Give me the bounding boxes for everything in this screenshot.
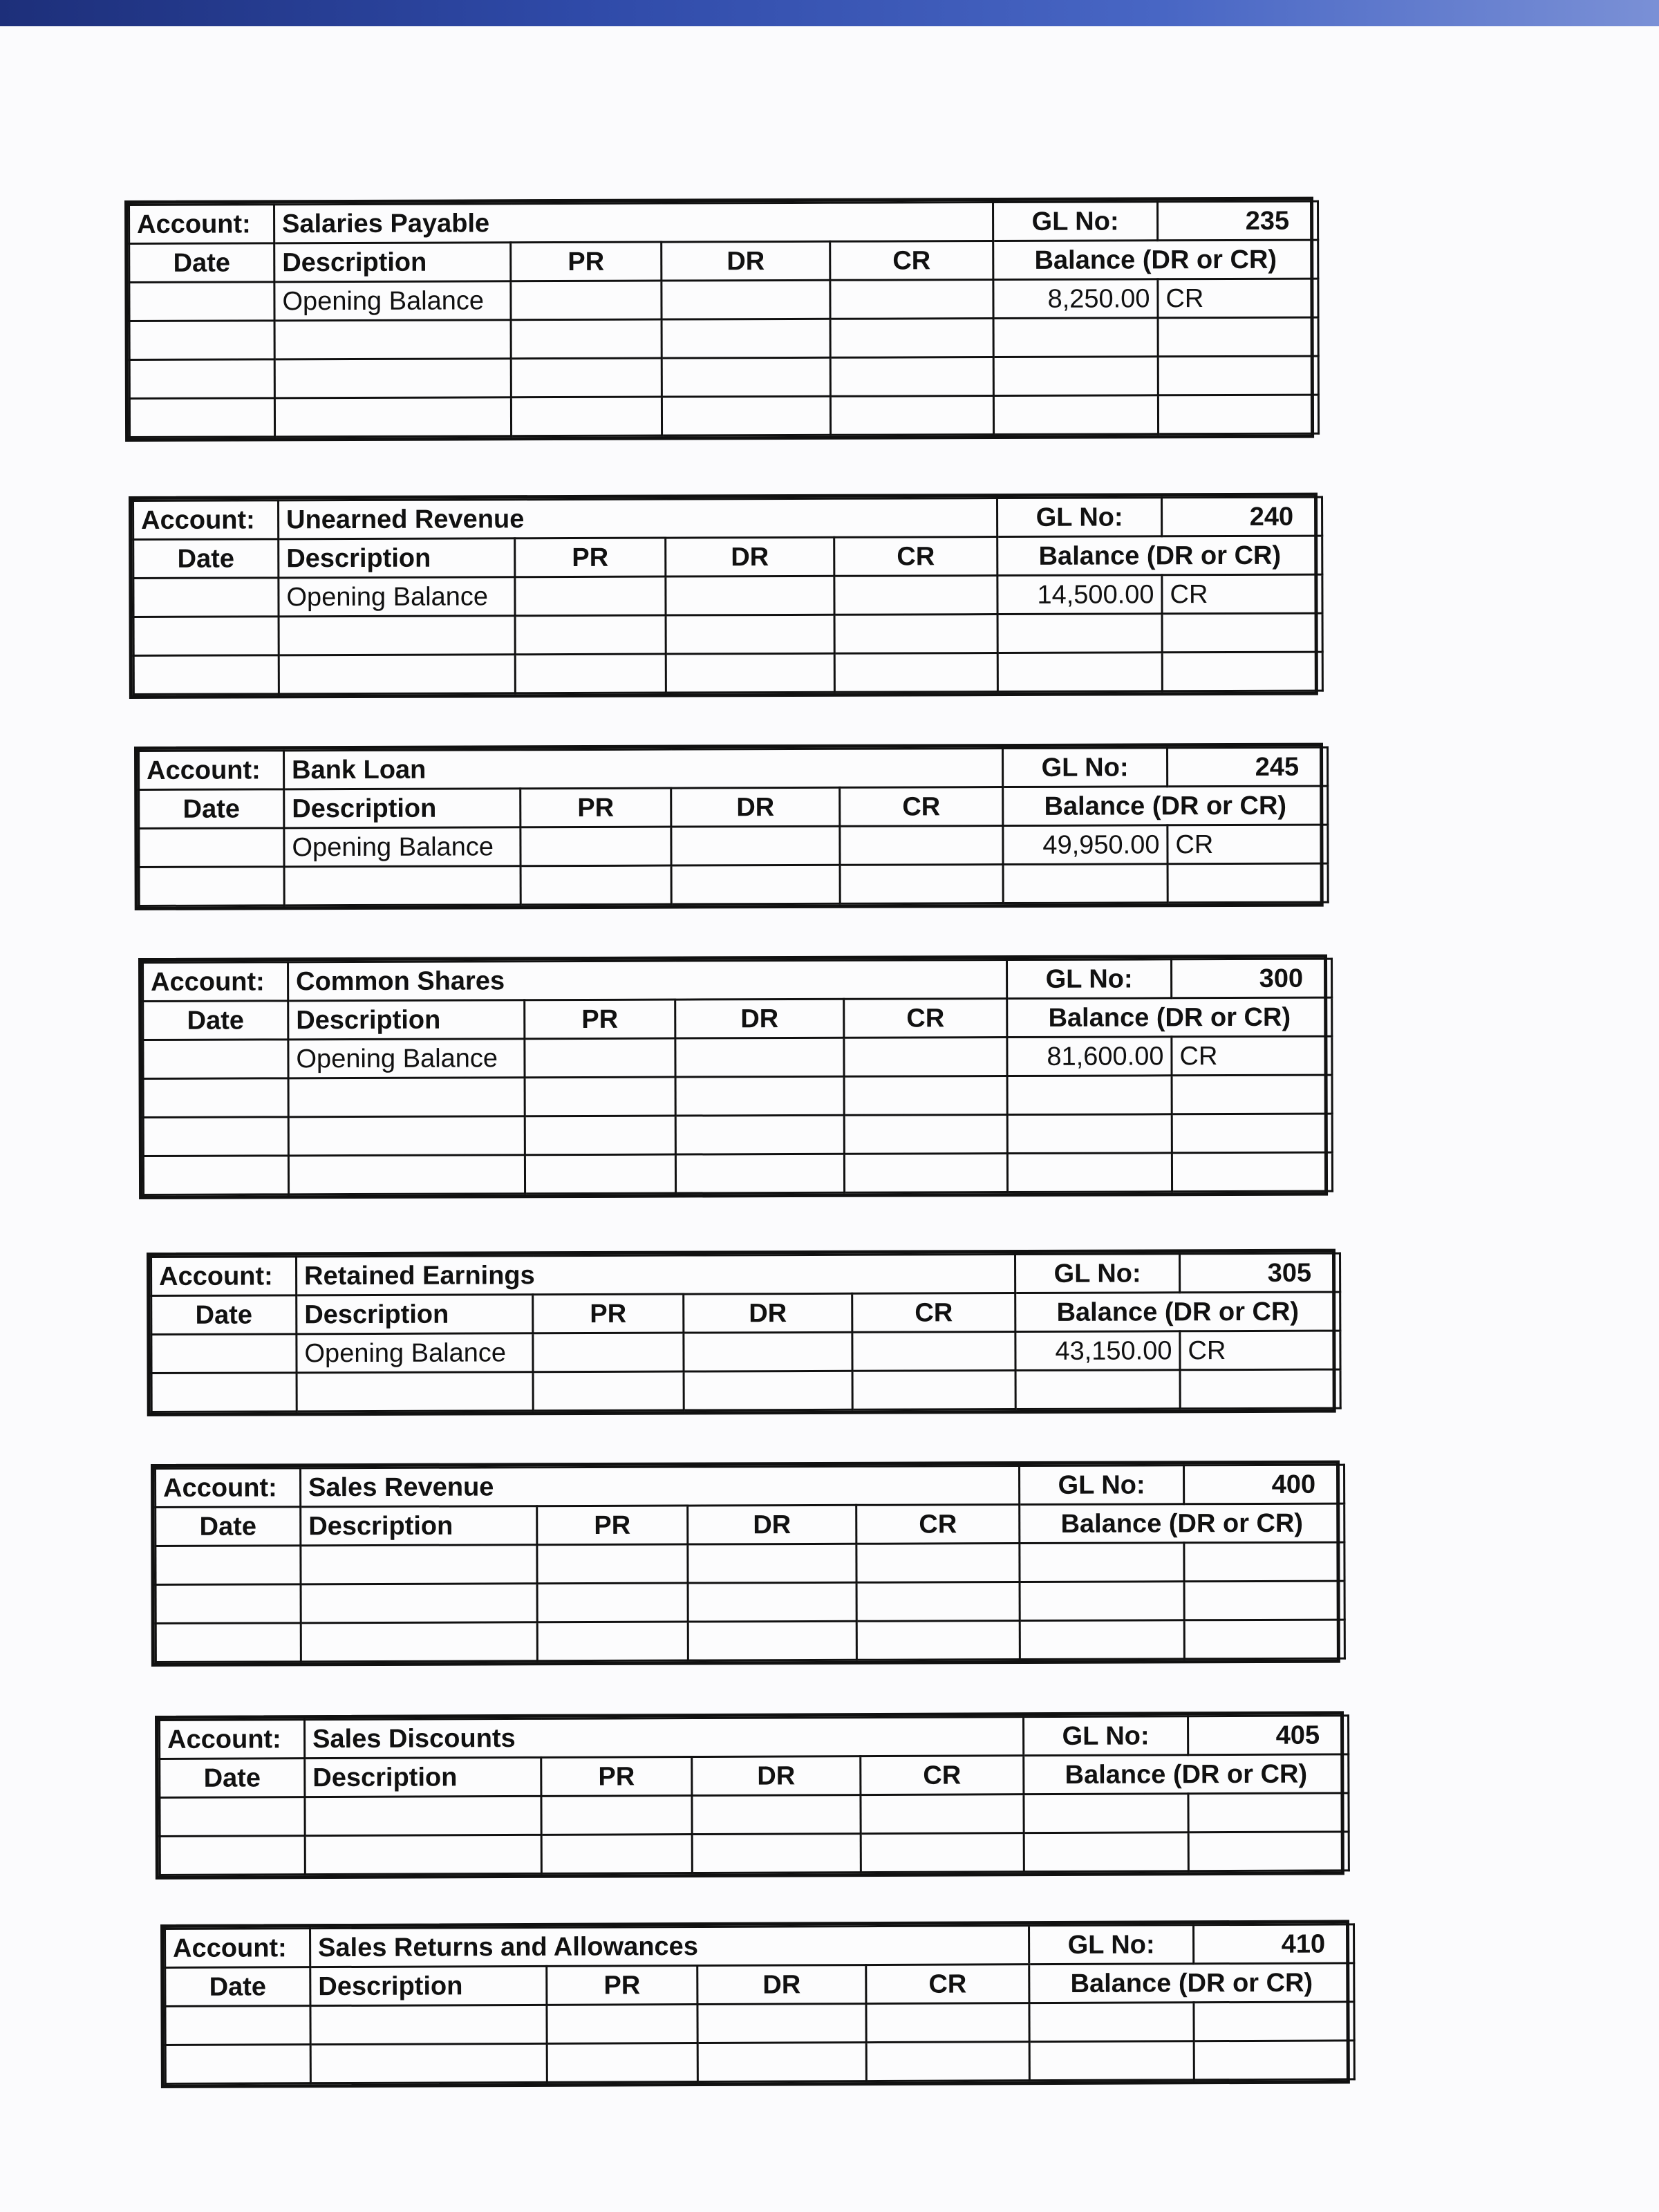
cr-cell[interactable] (844, 1154, 1007, 1193)
ledger-entry-row (129, 395, 1318, 437)
pr-cell[interactable] (515, 654, 666, 693)
dr-header: DR (692, 1756, 861, 1796)
account-name: Bank Loan (284, 749, 1003, 789)
description-cell[interactable] (279, 655, 515, 694)
dr-cell[interactable] (671, 865, 840, 904)
description-cell[interactable] (274, 359, 511, 398)
gl-number: 305 (1180, 1253, 1340, 1293)
dr-cell[interactable] (675, 1076, 844, 1116)
dr-cell[interactable] (662, 396, 830, 435)
balance-amount-cell[interactable] (1007, 1114, 1172, 1154)
balance-header: Balance (DR or CR) (997, 536, 1322, 575)
date-header: Date (139, 789, 284, 829)
ledger-table (142, 958, 1333, 1196)
balance-side-cell[interactable] (1158, 356, 1318, 395)
ledger-entry-row (156, 1542, 1344, 1584)
description-cell[interactable] (297, 1372, 533, 1412)
pr-cell[interactable] (515, 577, 666, 616)
cr-cell[interactable] (830, 357, 993, 397)
balance-header: Balance (DR or CR) (1007, 997, 1332, 1037)
ledger-entry-row (139, 863, 1328, 906)
dr-cell[interactable] (675, 1154, 844, 1193)
account-row (160, 1716, 1349, 1759)
balance-amount-cell[interactable] (997, 614, 1162, 653)
cr-cell[interactable] (861, 1833, 1024, 1873)
balance-amount-cell[interactable] (1024, 1833, 1188, 1872)
cr-cell[interactable] (866, 2003, 1029, 2043)
account-row (139, 747, 1328, 789)
cr-header: CR (840, 787, 1003, 827)
ledger-entry-row (151, 1369, 1340, 1412)
description-header: Description (279, 538, 515, 578)
ledger-table (150, 1253, 1342, 1413)
dr-cell[interactable] (688, 1544, 856, 1583)
description-cell[interactable] (274, 320, 511, 359)
gl-number: 400 (1184, 1465, 1344, 1504)
ledger-account-300 (138, 955, 1328, 1199)
gl-number: 245 (1168, 747, 1328, 787)
date-cell[interactable] (143, 1156, 288, 1195)
dr-cell[interactable] (662, 319, 830, 358)
ledger-account-305 (147, 1249, 1336, 1416)
ledger-account-240 (129, 493, 1318, 699)
cr-cell[interactable] (856, 1582, 1020, 1622)
account-name: Unearned Revenue (279, 498, 997, 539)
opening-balance-side: CR (1158, 279, 1318, 318)
description-cell[interactable] (274, 397, 511, 437)
ledger-table (164, 1923, 1356, 2085)
opening-description: Opening Balance (297, 1333, 533, 1373)
gl-number-label: GL No: (993, 202, 1158, 241)
description-header: Description (288, 1000, 525, 1040)
dr-header: DR (684, 1293, 852, 1333)
pr-header: PR (521, 788, 671, 827)
opening-balance-amount: 14,500.00 (997, 575, 1162, 615)
pr-header: PR (537, 1506, 688, 1545)
ledger-entry-row (129, 356, 1318, 398)
balance-header: Balance (DR or CR) (1024, 1754, 1349, 1794)
opening-balance-row (143, 1036, 1332, 1078)
ledger-account-245 (134, 743, 1324, 910)
column-header-row (151, 1292, 1340, 1334)
dr-cell[interactable] (684, 1332, 852, 1371)
date-header: Date (156, 1507, 301, 1546)
balance-amount-cell[interactable] (993, 395, 1158, 435)
date-cell[interactable] (160, 1797, 305, 1837)
balance-amount-cell[interactable] (1015, 1370, 1180, 1409)
ledger-entry-row (156, 1581, 1344, 1623)
account-row (129, 201, 1318, 243)
balance-amount-cell[interactable] (993, 357, 1158, 396)
date-cell[interactable] (156, 1546, 301, 1585)
dr-header: DR (666, 537, 834, 577)
cr-cell[interactable] (844, 1038, 1007, 1077)
date-cell[interactable] (143, 1078, 288, 1118)
gl-number-label: GL No: (1029, 1925, 1194, 1965)
ledger-table (132, 496, 1324, 695)
date-cell[interactable] (133, 617, 279, 656)
date-cell[interactable] (139, 828, 284, 868)
opening-description: Opening Balance (284, 827, 521, 867)
opening-balance-side: CR (1180, 1331, 1340, 1370)
cr-cell[interactable] (866, 2042, 1029, 2081)
balance-header: Balance (DR or CR) (993, 240, 1318, 279)
ledger-account-235 (124, 197, 1314, 442)
pr-header: PR (547, 1966, 697, 2005)
gl-number-label: GL No: (1015, 1254, 1180, 1293)
dr-cell[interactable] (666, 653, 834, 693)
description-header: Description (297, 1295, 533, 1334)
pr-cell[interactable] (533, 1333, 684, 1372)
dr-header: DR (675, 999, 844, 1038)
description-cell[interactable] (288, 1116, 525, 1156)
account-label: Account: (139, 751, 284, 790)
balance-side-cell[interactable] (1162, 652, 1322, 691)
ledger-account-410 (160, 1920, 1350, 2088)
pr-cell[interactable] (547, 2043, 697, 2083)
pr-header: PR (541, 1757, 692, 1797)
balance-amount-cell[interactable] (1029, 2041, 1194, 2081)
date-cell[interactable] (156, 1584, 301, 1624)
dr-cell[interactable] (666, 615, 834, 654)
ledger-table (154, 1464, 1346, 1663)
date-cell[interactable] (129, 282, 274, 321)
gl-number: 405 (1188, 1716, 1349, 1755)
ledger-entry-row (160, 1793, 1349, 1837)
balance-amount-cell[interactable] (1024, 1794, 1188, 1833)
dr-cell[interactable] (662, 357, 830, 397)
ledger-account-405 (155, 1711, 1344, 1880)
ledger-table (138, 747, 1329, 907)
dr-cell[interactable] (671, 826, 840, 865)
opening-balance-row (151, 1331, 1340, 1373)
date-cell[interactable] (151, 1373, 297, 1412)
ledger-table (158, 1714, 1350, 1876)
balance-amount-cell[interactable] (997, 653, 1162, 692)
cr-header: CR (844, 999, 1007, 1038)
opening-balance-side: CR (1168, 825, 1328, 864)
cr-cell[interactable] (830, 396, 993, 435)
dr-cell[interactable] (662, 280, 830, 319)
balance-side-cell[interactable] (1184, 1581, 1344, 1620)
description-header: Description (301, 1506, 537, 1546)
pr-cell[interactable] (521, 865, 671, 905)
pr-cell[interactable] (511, 358, 662, 397)
description-header: Description (284, 789, 521, 828)
cr-cell[interactable] (840, 865, 1003, 904)
date-header: Date (143, 1001, 288, 1040)
ledger-entry-row (160, 1832, 1349, 1875)
pr-cell[interactable] (521, 827, 671, 866)
pr-cell[interactable] (511, 281, 662, 320)
description-header: Description (305, 1757, 541, 1797)
cr-cell[interactable] (861, 1794, 1024, 1834)
balance-side-cell[interactable] (1194, 2041, 1354, 2080)
ledger-entry-row (165, 2002, 1354, 2045)
opening-balance-amount: 8,250.00 (993, 279, 1158, 319)
cr-cell[interactable] (856, 1621, 1020, 1660)
description-cell[interactable] (284, 866, 521, 906)
account-row (165, 1924, 1354, 1968)
date-cell[interactable] (133, 578, 279, 617)
date-cell[interactable] (133, 655, 279, 695)
ledger-entry-row (143, 1152, 1332, 1194)
date-cell[interactable] (165, 2006, 310, 2045)
pr-cell[interactable] (541, 1835, 692, 1874)
balance-side-cell[interactable] (1158, 317, 1318, 357)
date-header: Date (129, 243, 274, 283)
description-cell[interactable] (288, 1155, 525, 1194)
pr-cell[interactable] (537, 1622, 688, 1661)
balance-header: Balance (DR or CR) (1003, 786, 1328, 825)
pr-cell[interactable] (525, 1154, 675, 1194)
balance-header: Balance (DR or CR) (1029, 1963, 1354, 2003)
pr-cell[interactable] (525, 1038, 675, 1078)
ledger-table (128, 200, 1320, 438)
column-header-row (139, 786, 1328, 828)
pr-cell[interactable] (515, 615, 666, 655)
opening-balance-side: CR (1172, 1036, 1332, 1076)
account-row (156, 1465, 1344, 1507)
balance-amount-cell[interactable] (1003, 864, 1168, 903)
opening-balance-amount: 81,600.00 (1007, 1037, 1172, 1076)
ledger-entry-row (165, 2041, 1354, 2084)
cr-cell[interactable] (840, 826, 1003, 865)
account-label: Account: (160, 1720, 305, 1759)
balance-amount-cell[interactable] (1020, 1543, 1184, 1582)
opening-description: Opening Balance (274, 281, 511, 321)
description-header: Description (310, 1966, 547, 2005)
balance-side-cell[interactable] (1188, 1793, 1349, 1833)
date-cell[interactable] (160, 1836, 305, 1875)
balance-side-cell[interactable] (1168, 863, 1328, 903)
cr-cell[interactable] (844, 1115, 1007, 1154)
pr-cell[interactable] (537, 1544, 688, 1584)
description-cell[interactable] (310, 2005, 547, 2044)
description-header: Description (274, 243, 511, 282)
cr-header: CR (830, 241, 993, 281)
account-row (151, 1253, 1340, 1295)
gl-number: 240 (1162, 497, 1322, 536)
date-cell[interactable] (129, 321, 274, 360)
gl-number-label: GL No: (1003, 748, 1168, 787)
description-cell[interactable] (301, 1622, 537, 1662)
cr-cell[interactable] (852, 1371, 1015, 1410)
balance-amount-cell[interactable] (993, 318, 1158, 357)
account-label: Account: (129, 205, 274, 244)
account-name: Common Shares (288, 960, 1007, 1001)
ledger-entry-row (156, 1620, 1344, 1662)
pr-cell[interactable] (547, 2005, 697, 2044)
pr-header: PR (515, 538, 666, 577)
cr-cell[interactable] (834, 653, 997, 693)
account-name: Retained Earnings (297, 1255, 1015, 1295)
dr-header: DR (697, 1965, 866, 2005)
balance-header: Balance (DR or CR) (1020, 1503, 1344, 1543)
balance-amount-cell[interactable] (1020, 1582, 1184, 1621)
account-row (133, 497, 1322, 539)
opening-balance-row (139, 825, 1328, 867)
gl-number: 235 (1158, 201, 1318, 241)
gl-number: 300 (1172, 959, 1332, 998)
column-header-row (143, 997, 1332, 1040)
cr-cell[interactable] (852, 1332, 1015, 1371)
balance-header: Balance (DR or CR) (1015, 1292, 1340, 1331)
account-label: Account: (133, 500, 279, 540)
cr-header: CR (861, 1756, 1024, 1795)
date-header: Date (165, 1967, 310, 2007)
dr-header: DR (671, 787, 840, 827)
balance-amount-cell[interactable] (1029, 2003, 1194, 2042)
dr-cell[interactable] (697, 2004, 866, 2043)
ledger-entry-row (133, 652, 1322, 694)
account-label: Account: (165, 1929, 310, 1968)
account-name: Sales Returns and Allowances (310, 1926, 1029, 1967)
date-cell[interactable] (139, 867, 284, 906)
account-name: Sales Discounts (305, 1717, 1024, 1759)
pr-header: PR (511, 242, 662, 281)
dr-cell[interactable] (684, 1371, 852, 1410)
date-cell[interactable] (143, 1117, 288, 1156)
date-cell[interactable] (129, 359, 274, 399)
dr-cell[interactable] (688, 1621, 856, 1660)
dr-cell[interactable] (675, 1038, 844, 1077)
balance-side-cell[interactable] (1188, 1832, 1349, 1871)
opening-balance-row (129, 279, 1318, 321)
date-cell[interactable] (165, 2045, 310, 2084)
opening-balance-amount: 43,150.00 (1015, 1331, 1180, 1371)
date-header: Date (133, 539, 279, 579)
pr-cell[interactable] (511, 397, 662, 436)
cr-header: CR (866, 1965, 1029, 2004)
description-cell[interactable] (288, 1078, 525, 1117)
opening-description: Opening Balance (288, 1039, 525, 1078)
date-header: Date (151, 1295, 297, 1335)
column-header-row (160, 1754, 1349, 1798)
dr-cell[interactable] (697, 2043, 866, 2082)
opening-balance-row (133, 574, 1322, 617)
opening-balance-amount: 49,950.00 (1003, 825, 1168, 865)
balance-amount-cell[interactable] (1007, 1153, 1172, 1192)
pr-cell[interactable] (541, 1796, 692, 1835)
balance-side-cell[interactable] (1184, 1542, 1344, 1582)
pr-cell[interactable] (533, 1371, 684, 1411)
balance-side-cell[interactable] (1194, 2002, 1354, 2041)
balance-side-cell[interactable] (1172, 1152, 1332, 1192)
gl-number-label: GL No: (1007, 959, 1172, 999)
pr-cell[interactable] (525, 1116, 675, 1155)
account-label: Account: (143, 962, 288, 1002)
date-cell[interactable] (143, 1040, 288, 1079)
description-cell[interactable] (301, 1545, 537, 1584)
description-cell[interactable] (310, 2043, 547, 2083)
account-name: Sales Revenue (301, 1466, 1020, 1507)
cr-cell[interactable] (844, 1076, 1007, 1116)
dr-cell[interactable] (692, 1834, 861, 1873)
account-label: Account: (151, 1257, 297, 1296)
dr-cell[interactable] (692, 1795, 861, 1835)
cr-cell[interactable] (830, 280, 993, 319)
dr-header: DR (662, 241, 830, 281)
ledger-entry-row (129, 317, 1318, 359)
cr-header: CR (856, 1505, 1020, 1544)
column-header-row (156, 1503, 1344, 1546)
gl-number-label: GL No: (1020, 1465, 1184, 1505)
balance-side-cell[interactable] (1172, 1114, 1332, 1153)
description-cell[interactable] (301, 1584, 537, 1623)
balance-amount-cell[interactable] (1007, 1076, 1172, 1115)
pr-cell[interactable] (537, 1583, 688, 1622)
cr-cell[interactable] (830, 319, 993, 358)
description-cell[interactable] (279, 616, 515, 655)
opening-balance-side: CR (1162, 574, 1322, 614)
opening-description: Opening Balance (279, 577, 515, 617)
balance-side-cell[interactable] (1184, 1620, 1344, 1659)
ledger-entry-row (133, 613, 1322, 655)
cr-cell[interactable] (834, 615, 997, 654)
cr-header: CR (834, 537, 997, 577)
column-header-row (129, 240, 1318, 282)
date-cell[interactable] (156, 1623, 301, 1662)
pr-cell[interactable] (525, 1077, 675, 1116)
page-top-edge (0, 0, 1659, 26)
date-cell[interactable] (151, 1334, 297, 1374)
cr-cell[interactable] (834, 576, 997, 615)
dr-cell[interactable] (688, 1582, 856, 1622)
gl-number-label: GL No: (1024, 1716, 1188, 1756)
dr-header: DR (688, 1505, 856, 1544)
column-header-row (133, 536, 1322, 578)
date-header: Date (160, 1759, 305, 1798)
balance-amount-cell[interactable] (1020, 1620, 1184, 1660)
ledger-entry-row (143, 1075, 1332, 1117)
gl-number-label: GL No: (997, 498, 1162, 537)
ledger-account-400 (151, 1461, 1340, 1667)
balance-side-cell[interactable] (1162, 613, 1322, 653)
date-cell[interactable] (129, 398, 274, 438)
pr-header: PR (533, 1294, 684, 1333)
balance-side-cell[interactable] (1158, 395, 1318, 434)
description-cell[interactable] (305, 1835, 541, 1874)
cr-cell[interactable] (856, 1544, 1020, 1583)
ledger-entry-row (143, 1114, 1332, 1156)
balance-side-cell[interactable] (1172, 1075, 1332, 1114)
pr-cell[interactable] (511, 319, 662, 359)
cr-header: CR (852, 1293, 1015, 1333)
description-cell[interactable] (305, 1796, 541, 1835)
account-row (143, 959, 1332, 1001)
dr-cell[interactable] (675, 1115, 844, 1154)
account-label: Account: (156, 1468, 301, 1508)
dr-cell[interactable] (666, 576, 834, 615)
account-name: Salaries Payable (274, 203, 993, 243)
gl-number: 410 (1194, 1924, 1354, 1964)
pr-header: PR (525, 1000, 675, 1039)
balance-side-cell[interactable] (1180, 1369, 1340, 1409)
column-header-row (165, 1963, 1354, 2007)
